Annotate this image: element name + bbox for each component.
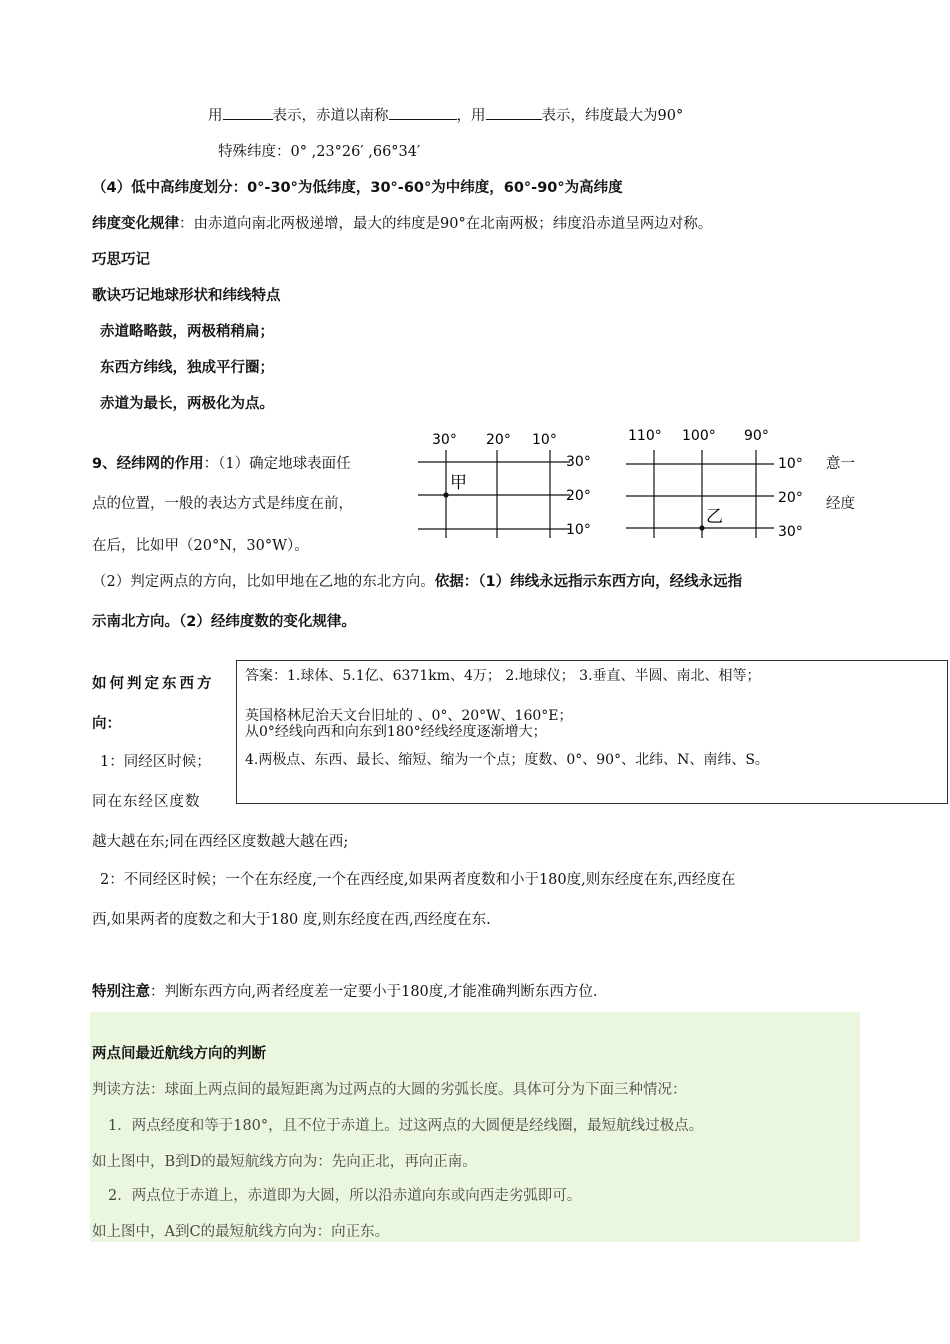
route-box — [90, 1012, 860, 1242]
answer-line-1: 答案：1.球体、5.1亿、6371km、4万； 2.地球仪； 3.垂直、半圆、南北、相等； — [245, 668, 761, 684]
grid-function-line-2: 点的位置，一般的表达方式是纬度在前， — [92, 496, 353, 512]
answer-line-3: 从0°经线向西和向东到180°经线经度逐渐增大； — [245, 724, 547, 740]
route-title: 两点间最近航线方向的判断 — [92, 1046, 266, 1062]
d1-right-label-20: 20° — [566, 488, 591, 504]
point-jia-label: 甲 — [450, 473, 467, 493]
d1-top-label-30: 30° — [432, 432, 457, 448]
d2-top-label-100: 100° — [682, 428, 716, 444]
d2-top-label-90: 90° — [744, 428, 769, 444]
d2-top-label-110: 110° — [628, 428, 662, 444]
grid-function-line-1: 9、经纬网的作用：（1）确定地球表面任 — [92, 456, 351, 472]
route-method: 判读方法：球面上两点间的最短距离为过两点的大圆的劣弧长度。具体可分为下面三种情况： — [92, 1082, 687, 1098]
direction-line-2: 示南北方向。（2）经纬度数的变化规律。 — [92, 614, 356, 630]
d1-top-label-20: 20° — [486, 432, 511, 448]
latitude-rule: 纬度变化规律：由赤道向南北两极递增，最大的纬度是90°在北南两极；纬度沿赤道呈两边对称。 — [92, 216, 713, 232]
answer-line-2: 英国格林尼治天文台旧址的 、0°、20°W、160°E； — [245, 708, 573, 724]
blank-1[interactable] — [223, 105, 273, 120]
route-case-1-example: 如上图中，B到D的最短航线方向为：先向正北，再向正南。 — [92, 1154, 477, 1170]
direction-line-1: （2）判定两点的方向，比如甲地在乙地的东北方向。依据：（1）纬线永远指示东西方向，经线永远指 — [92, 574, 743, 590]
latitude-zones: （4）低中高纬度划分：0°-30°为低纬度，30°-60°为中纬度，60°-90°为高纬度 — [92, 180, 623, 196]
blank-2[interactable] — [389, 105, 457, 120]
mnemonic-line-2: 东西方纬线，独成平行圈； — [100, 360, 274, 376]
d1-right-label-30: 30° — [566, 454, 591, 470]
east-west-rule-3: 越大越在东;同在西经区度数越大越在西; — [92, 834, 349, 850]
side-text-2: 经度 — [826, 496, 855, 512]
east-west-rule-1: 1：同经区时候； — [100, 754, 211, 770]
east-west-rule-2: 同在东经区度数 — [92, 794, 201, 810]
special-latitudes: 特殊纬度：0° ,23°26′ ,66°34′ — [218, 144, 421, 160]
d2-right-label-30: 30° — [778, 524, 803, 540]
answer-box — [236, 660, 948, 804]
d2-right-label-20: 20° — [778, 490, 803, 506]
blank-3[interactable] — [486, 105, 542, 120]
point-yi-label: 乙 — [706, 507, 723, 527]
side-text-1: 意一 — [826, 456, 855, 472]
d1-grid-lines — [418, 450, 570, 538]
point-yi-marker — [699, 525, 704, 530]
east-west-rule-4: 2：不同经区时候；一个在东经度,一个在西经度,如果两者度数和小于180度,则东经度在东,西经度在 — [100, 872, 736, 888]
grid-diagram-jia — [410, 428, 610, 548]
special-note: 特别注意：判断东西方向,两者经度差一定要小于180度,才能准确判断东西方位. — [92, 984, 598, 1000]
answer-line-4: 4.两极点、东西、最长、缩短、缩为一个点；度数、0°、90°、北纬、N、南纬、S。 — [245, 752, 769, 768]
d1-top-label-10: 10° — [532, 432, 557, 448]
mnemonic-line-3: 赤道为最长，两极化为点。 — [100, 396, 274, 412]
grid-function-line-3: 在后，比如甲（20°N，30°W）。 — [92, 538, 309, 554]
route-case-2-example: 如上图中，A到C的最短航线方向为：向正东。 — [92, 1224, 390, 1240]
grid-diagram-yi — [616, 424, 822, 548]
d1-right-label-10: 10° — [566, 522, 591, 538]
east-west-heading-2: 向： — [92, 716, 121, 732]
d2-right-label-10: 10° — [778, 456, 803, 472]
mnemonic-line-1: 赤道略略鼓，两极稍稍扁； — [100, 324, 274, 340]
east-west-heading-1: 如何判定东西方 — [92, 676, 215, 692]
lat-def-line: 用 表示，赤道以南称 ，用 表示，纬度最大为90° — [208, 104, 683, 125]
d2-grid-lines — [626, 450, 774, 538]
east-west-rule-5: 西,如果两者的度数之和大于180 度,则东经度在西,西经度在东. — [92, 912, 491, 928]
mnemonic-subtitle: 歌诀巧记地球形状和纬线特点 — [92, 288, 281, 304]
point-jia-marker — [443, 492, 448, 497]
route-case-2: 2．两点位于赤道上，赤道即为大圆，所以沿赤道向东或向西走劣弧即可。 — [108, 1188, 582, 1204]
route-case-1: 1．两点经度和等于180°，且不位于赤道上。过这两点的大圆便是经线圈，最短航线过极点。 — [108, 1118, 704, 1134]
mnemonic-title: 巧思巧记 — [92, 252, 150, 268]
